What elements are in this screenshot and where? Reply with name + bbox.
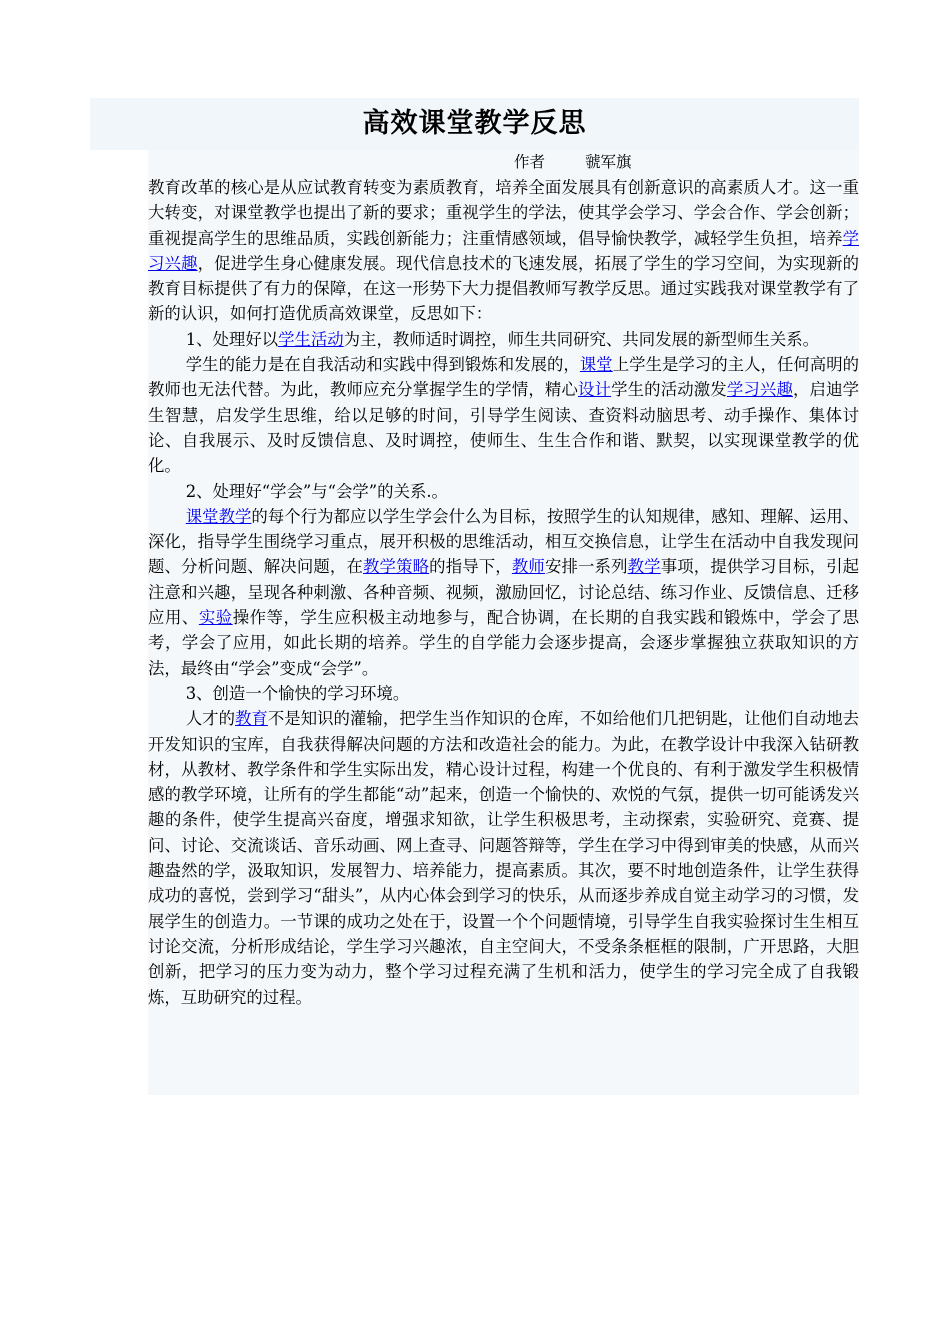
- inline-link[interactable]: 学习兴趣: [148, 228, 859, 273]
- paragraph-text: 为主，教师适时调控，师生共同研究、共同发展的新型师生关系。: [343, 329, 819, 349]
- author-name: 虢军旗: [585, 153, 632, 171]
- paragraph-text: 人才的: [185, 709, 235, 729]
- inline-link[interactable]: 教育: [235, 709, 268, 729]
- paragraph: [148, 706, 859, 1010]
- paragraph-text: 的每个行为都应以学生学会什么为目标，按照学生的认知规律，感知、理解、运用、深化，指导学生围绕学习重点，展开积极的思维活动，相互交换信息，让学生在活动中自我发现问题、分析问题、解决问题，在: [148, 506, 860, 577]
- paragraph: [148, 175, 859, 327]
- inline-link[interactable]: 教学: [627, 557, 661, 577]
- document-title: 高效课堂教学反思: [362, 108, 587, 139]
- inline-link[interactable]: 学习兴趣: [726, 380, 794, 400]
- paragraph-text: 事项，提供学习目标，引起注意和兴趣，呈现各种刺激、各种音频、视频，激励回忆，讨论总结、练习作业、反馈信息、迁移应用、: [148, 557, 860, 628]
- paragraph-text: 学生的活动激发: [611, 380, 727, 400]
- paragraph-text: 教育改革的核心是从应试教育转变为素质教育，培养全面发展具有创新意识的高素质人才。这一重大转变，对课堂教学也提出了新的要求；重视学生的学法，使其学会学习、学会合作、学会创新；重视提高学生的思维品质，实践创新能力；注重情感领域，倡导愉快教学，减轻学生负担，培养: [148, 178, 859, 248]
- paragraph: [148, 479, 859, 504]
- paragraph-text: 上学生是学习的主人，任何高明的教师也无法代替。为此，教师应充分掌握学生的学情，精心: [148, 355, 860, 400]
- paragraph-text: 的指导下，: [429, 557, 512, 577]
- paragraph-text: 2、处理好“学会”与“会学”的关系.。: [185, 481, 448, 501]
- inline-link[interactable]: 教学策略: [363, 557, 430, 577]
- inline-link[interactable]: 教师: [511, 557, 545, 577]
- paragraph: [148, 504, 859, 681]
- paragraph: [148, 327, 859, 352]
- inline-link[interactable]: 学生活动: [278, 329, 344, 349]
- paragraph-text: 学生的能力是在自我活动和实践中得到锻炼和发展的，: [185, 355, 580, 375]
- paragraph-text: 3、创造一个愉快的学习环境。: [185, 683, 410, 703]
- paragraph-text: 安排一系列: [544, 557, 628, 577]
- paragraph-text: 操作等，学生应积极主动地参与，配合协调，在长期的自我实践和锻炼中，学会了思考，学会了应用，如此长期的培养。学生的自学能力会逐步提高，会逐步掌握独立获取知识的方法，最终由“学会”变成“会学”。: [148, 608, 860, 678]
- inline-link[interactable]: 实验: [198, 608, 233, 628]
- inline-link[interactable]: 课堂教学: [185, 506, 252, 526]
- paragraph-text: 1、处理好以: [185, 329, 279, 349]
- document-body: [148, 175, 859, 1010]
- paragraph-text: 不是知识的灌输，把学生当作知识的仓库，不如给他们几把钥匙，让他们自动地去开发知识的宝库，自我获得解决问题的方法和改造社会的能力。为此，在教学设计中我深入钻研教材，从教材、教学条件和学生实际出发，精心设计过程，构建一个优良的、有利于激发学生积极情感的教学环境，让所有的学生都能“动”起来，创造一个愉快的、欢悦的气氛，提供一切可能诱发兴趣的条件，使学生提高兴奋度，增强求知欲，让学生积极思考，主动探索，实验研究、竞赛、提问、讨论、交流谈话、音乐动画、网上查寻、问题答辩等，学生在学习中得到审美的快感，从而兴趣盎然的学，汲取知识，发展智力、培养能力，提高素质。其次，要不时地创造条件，让学生获得成功的喜悦，尝到学习“甜头”，从内心体会到学习的快乐，从而逐步养成自觉主动学习的习惯，发展学生的创造力。一节课的成功之处在于，设置一个个问题情境，引导学生自我实验探讨生生相互讨论交流，分析形成结论，学生学习兴趣浓，自主空间大，不受条条框框的限制，广开思路，大胆创新，把学习的压力变为动力，整个学习过程充满了生机和活力，使学生的学习完全成了自我锻炼，互助研究的过程。: [148, 709, 860, 1007]
- paragraph: [148, 681, 859, 706]
- inline-link[interactable]: 课堂: [579, 355, 613, 375]
- author-label: 作者: [514, 153, 546, 171]
- inline-link[interactable]: 设计: [578, 380, 612, 400]
- paragraph: [148, 352, 859, 478]
- paragraph-text: ，启迪学生智慧，启发学生思维，给以足够的时间，引导学生阅读、查资料动脑思考、动手操作、集体讨论、自我展示、及时反馈信息、及时调控，使师生、生生合作和谐、默契，以实现课堂教学的优化。: [148, 380, 860, 476]
- author-byline: [514, 152, 632, 172]
- paragraph-text: ，促进学生身心健康发展。现代信息技术的飞速发展，拓展了学生的学习空间，为实现新的教育目标提供了有力的保障，在这一形势下大力提倡教师写教学反思。通过实践我对课堂教学有了新的认识，如何打造优质高效课堂，反思如下：: [148, 253, 860, 324]
